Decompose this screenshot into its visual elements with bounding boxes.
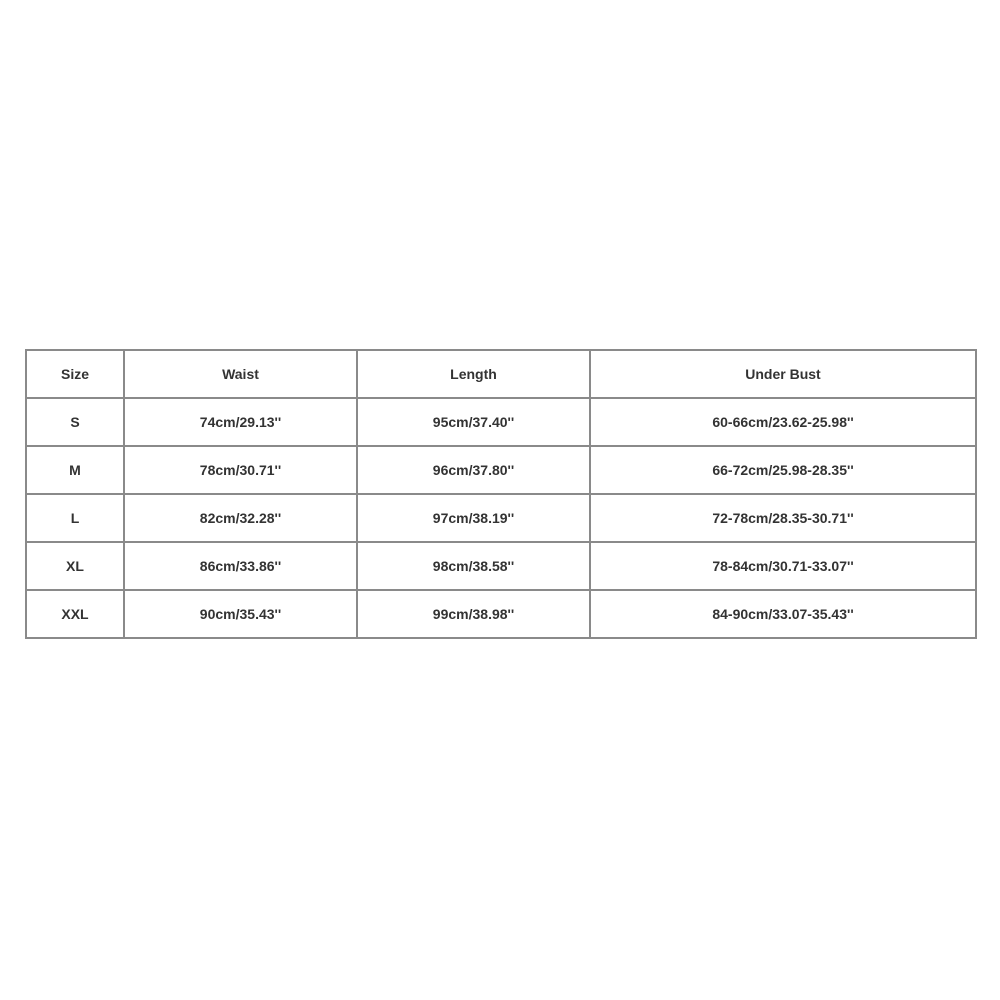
cell-waist: 90cm/35.43'' bbox=[124, 590, 357, 638]
size-chart-table bbox=[25, 349, 977, 639]
cell-under-bust: 78-84cm/30.71-33.07'' bbox=[590, 542, 976, 590]
cell-length: 99cm/38.98'' bbox=[357, 590, 590, 638]
cell-waist: 74cm/29.13'' bbox=[124, 398, 357, 446]
header-under-bust: Under Bust bbox=[590, 350, 976, 398]
cell-size: M bbox=[26, 446, 124, 494]
cell-size: XL bbox=[26, 542, 124, 590]
cell-waist: 78cm/30.71'' bbox=[124, 446, 357, 494]
cell-waist: 86cm/33.86'' bbox=[124, 542, 357, 590]
cell-length: 96cm/37.80'' bbox=[357, 446, 590, 494]
table-row bbox=[26, 446, 976, 494]
header-size: Size bbox=[26, 350, 124, 398]
cell-size: XXL bbox=[26, 590, 124, 638]
cell-length: 97cm/38.19'' bbox=[357, 494, 590, 542]
cell-waist: 82cm/32.28'' bbox=[124, 494, 357, 542]
header-length: Length bbox=[357, 350, 590, 398]
table-row bbox=[26, 494, 976, 542]
table-row bbox=[26, 398, 976, 446]
cell-under-bust: 72-78cm/28.35-30.71'' bbox=[590, 494, 976, 542]
cell-length: 95cm/37.40'' bbox=[357, 398, 590, 446]
cell-length: 98cm/38.58'' bbox=[357, 542, 590, 590]
cell-under-bust: 66-72cm/25.98-28.35'' bbox=[590, 446, 976, 494]
cell-under-bust: 84-90cm/33.07-35.43'' bbox=[590, 590, 976, 638]
header-waist: Waist bbox=[124, 350, 357, 398]
cell-size: L bbox=[26, 494, 124, 542]
cell-size: S bbox=[26, 398, 124, 446]
table-header-row bbox=[26, 350, 976, 398]
cell-under-bust: 60-66cm/23.62-25.98'' bbox=[590, 398, 976, 446]
table-row bbox=[26, 590, 976, 638]
table-row bbox=[26, 542, 976, 590]
